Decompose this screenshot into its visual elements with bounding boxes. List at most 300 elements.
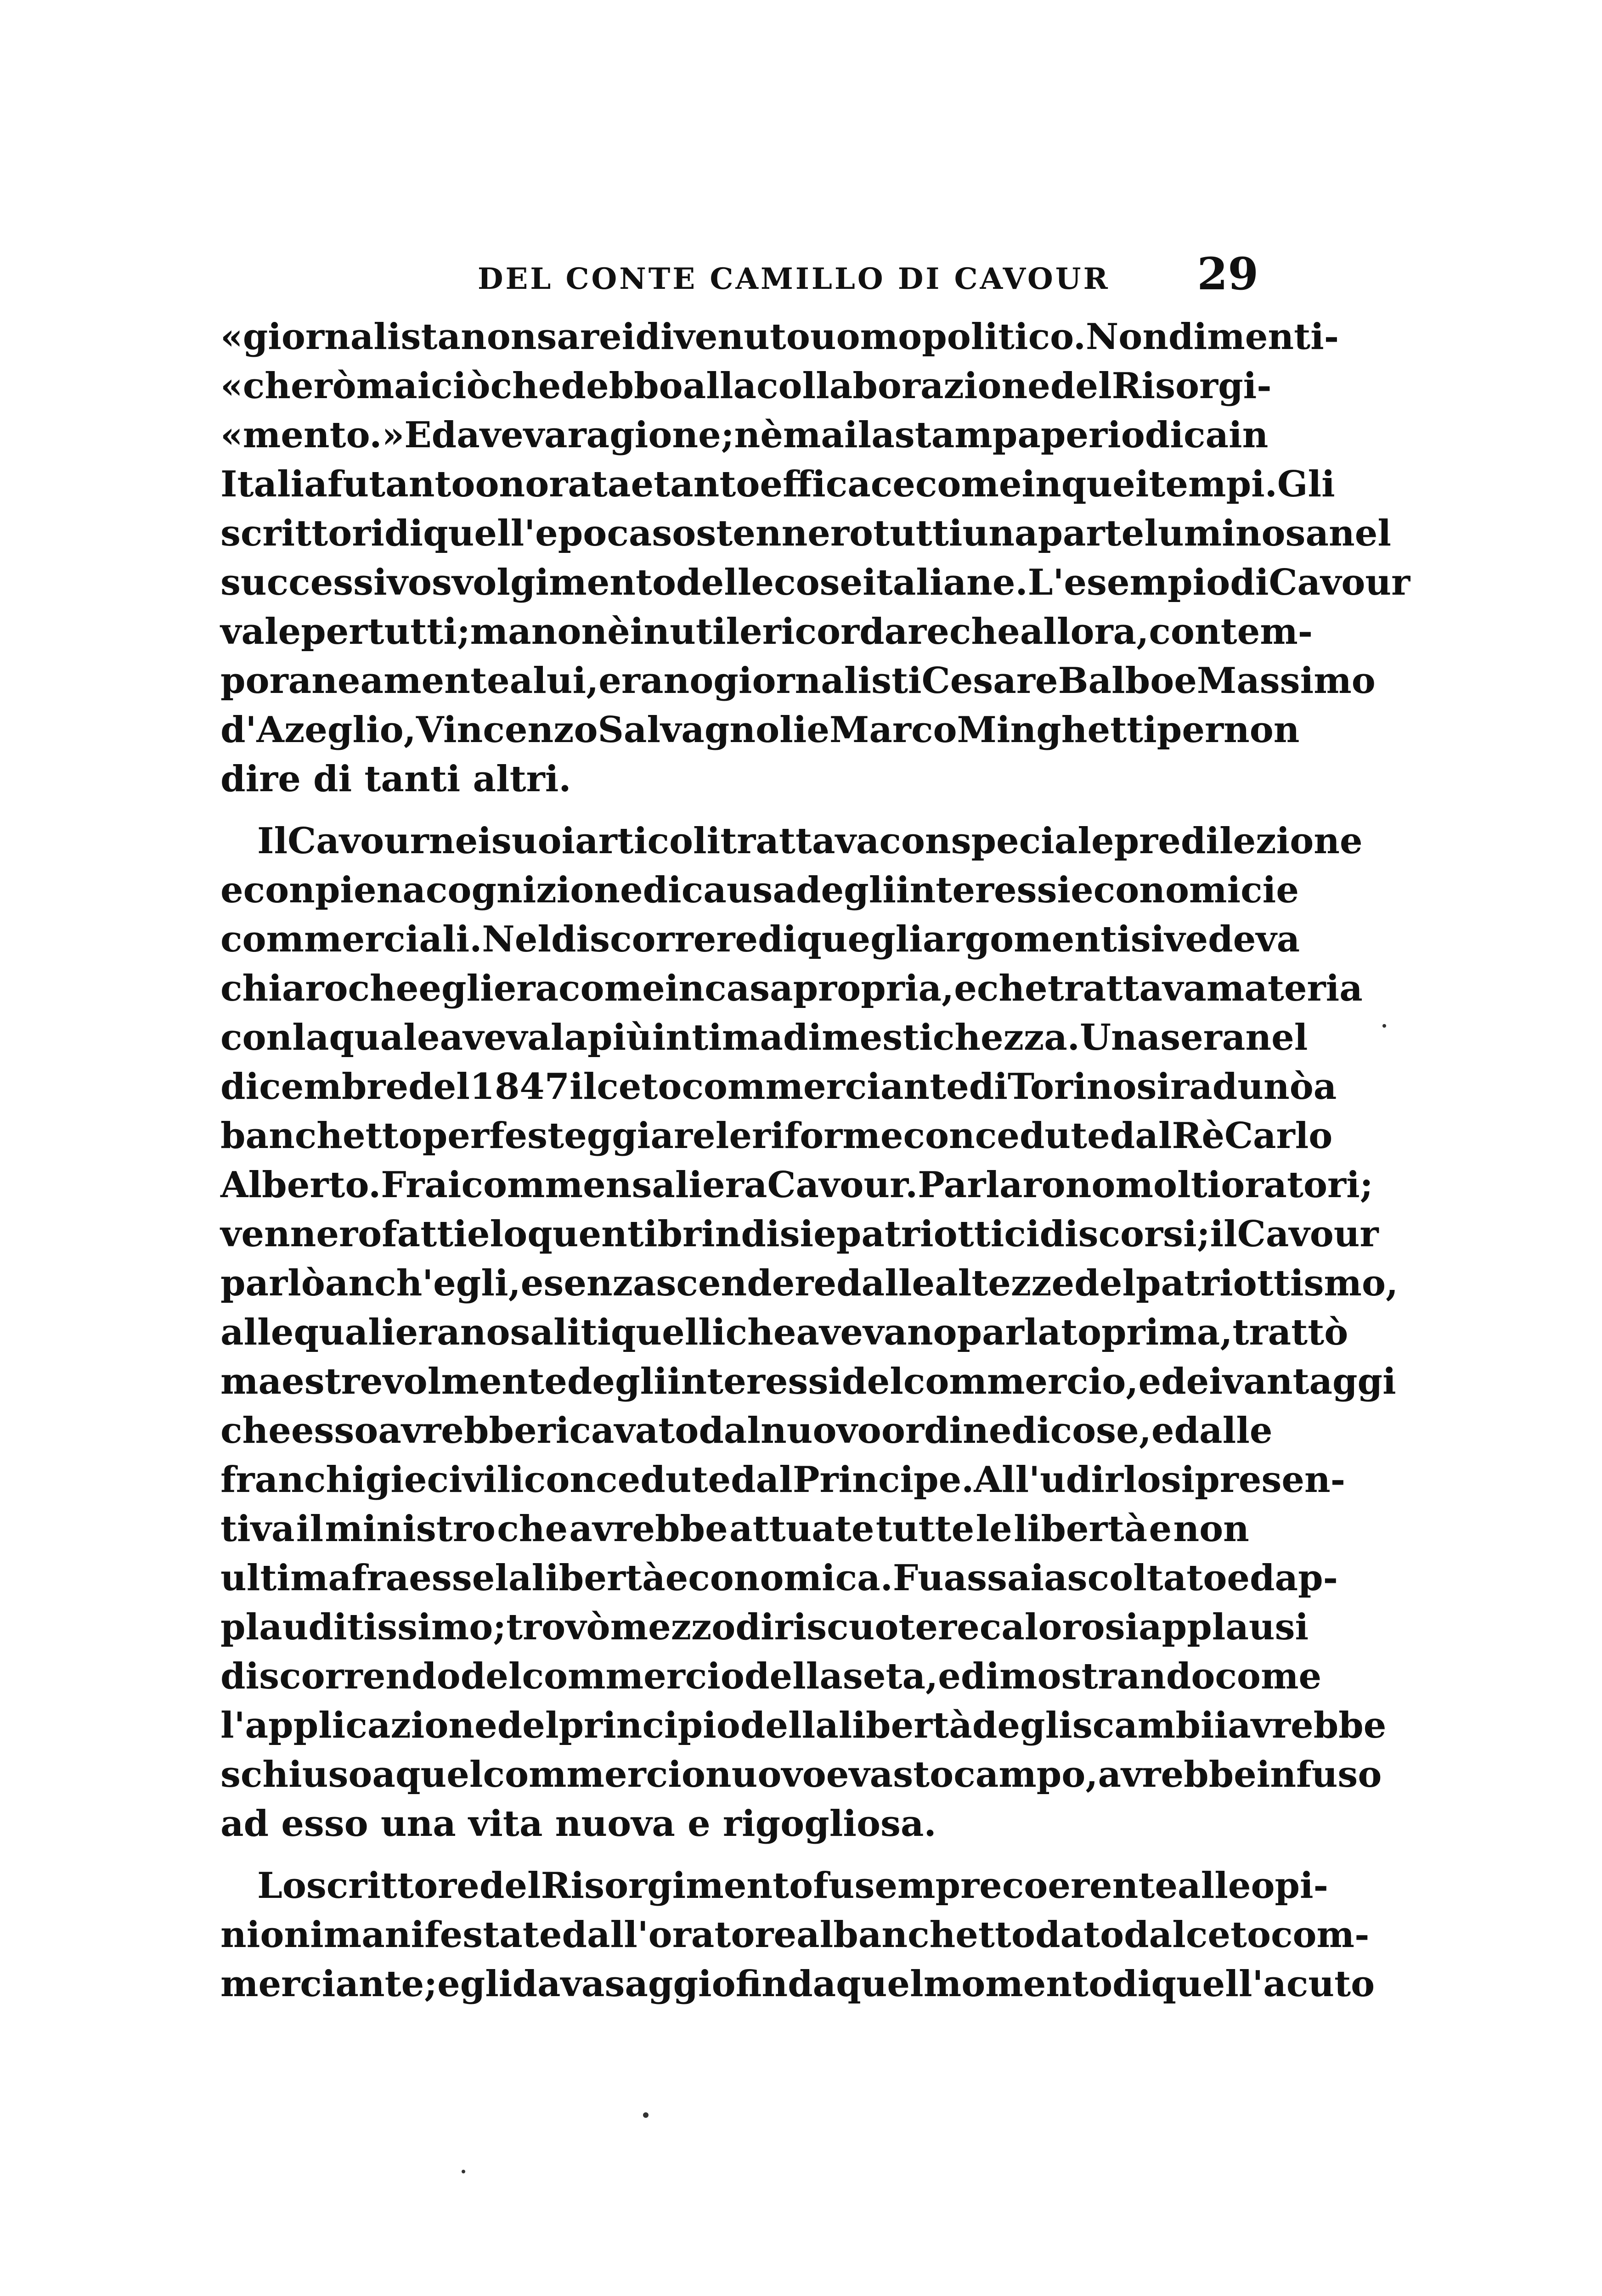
word: quel [836,1963,924,2005]
word: Balbo [1058,660,1174,702]
text-line [220,915,1300,964]
word: dimestichezza. [783,1017,1080,1058]
word: e [1138,1361,1162,1402]
word: degli [972,1705,1072,1746]
word: dal [1110,1115,1172,1157]
word: concedute [903,1115,1110,1157]
word: ricordare [762,611,949,653]
word: ministro [325,1508,496,1550]
word: quell'acuto [1151,1963,1375,2005]
word: materia [1206,968,1363,1009]
word: speciale [951,820,1114,862]
text-line [220,1603,1309,1652]
word: tanto [654,463,760,505]
word: come [1215,1655,1322,1697]
word: e [220,869,243,911]
word: del [842,1361,903,1402]
word: ultima [220,1557,352,1599]
word: libertà [1014,1508,1148,1550]
word: sostennero [652,512,874,554]
word: dato [1035,1914,1124,1956]
word: commercio [483,1754,705,1795]
word: e [1276,869,1299,911]
text-line [220,460,1335,509]
word: Cavour [288,820,429,862]
word: saggio [604,1963,736,2005]
word: di [1011,1410,1050,1452]
word: tiva [220,1508,295,1550]
word: vantaggi [1222,1361,1396,1402]
word: « [220,316,243,358]
text-line [220,866,1299,915]
word: con [879,820,951,862]
word: di [735,1606,774,1648]
text-line [220,1553,1338,1603]
word: come [915,463,1022,505]
word: alle [220,1311,294,1353]
word: Cavour [1269,562,1410,603]
text-line [220,1504,1249,1553]
word: ordine [881,1410,1012,1452]
word: di [384,512,423,554]
word: All'udirlo [974,1459,1161,1501]
word: esso [291,1410,378,1452]
word: calorosi [979,1606,1139,1648]
word: ed [1227,1557,1275,1599]
word: dal [699,1410,761,1452]
word: è [607,611,630,653]
word: chiaro [220,968,348,1009]
word: Parlarono [918,1164,1116,1206]
body-text [220,312,1410,2009]
word: fin [735,1963,788,2005]
text-line [220,1910,1370,1959]
word: in [1021,463,1061,505]
word: parlò [220,1262,325,1304]
word: fu [327,463,369,505]
text-line [220,1701,1387,1750]
word: vasto [849,1754,954,1795]
word: che [220,1410,291,1452]
word: efficace [760,463,915,505]
word: dei [1161,1361,1223,1402]
word: avrebbe [378,1410,537,1452]
word: che [348,968,419,1009]
word: cose, [1050,1410,1151,1452]
word: del [460,1655,522,1697]
word: patriottismo, [1135,1262,1399,1304]
word: nel [1245,1017,1308,1058]
word: le [715,1115,752,1157]
word: quel [395,1754,483,1795]
word: » [382,414,405,456]
word: egli [437,1963,513,2005]
word: i [447,1164,462,1206]
word: del [408,1066,470,1108]
scan-speck [643,2112,649,2118]
word: si [1161,1459,1195,1501]
word: e [826,1754,849,1795]
word: riforme [751,1115,903,1157]
text-line [220,558,1410,607]
word: egli [418,968,494,1009]
text-line [220,509,1391,558]
word: dal [1124,1914,1186,1956]
word: seta, [842,1655,938,1697]
word: articoli [575,820,721,862]
word: Marco [829,709,957,751]
word: Carlo [1224,1115,1333,1157]
word: e [813,1213,836,1255]
word: prima, [1101,1311,1233,1353]
page-number: 29 [1197,248,1258,300]
word: campo, [953,1754,1098,1795]
word: collaborazione [756,365,1050,407]
word: a [509,660,533,702]
word: con [243,869,315,911]
word: tutti; [367,611,470,653]
word: festeggiare [489,1115,716,1157]
text-line [220,361,1272,411]
word: Vincenzo [416,709,598,751]
word: mai [356,365,431,407]
word: cose [774,562,863,603]
word: periodica [1040,414,1229,456]
word: erano [598,660,714,702]
word: la [292,1017,329,1058]
word: dall'oratore [562,1914,797,1956]
word: che [976,968,1048,1009]
word: che [949,611,1020,653]
word: di [643,869,682,911]
word: era [702,1164,767,1206]
word: inutile [630,611,762,653]
word: e [631,463,654,505]
word: del [1074,1262,1136,1304]
text-line [220,1111,1333,1160]
word: al [796,1914,834,1956]
word: non [1224,709,1300,751]
word: ascoltato [1044,1557,1227,1599]
word: economica. [665,1557,893,1599]
word: uomo [810,316,922,358]
text-line [220,1259,1399,1308]
word: dicembre [220,1066,409,1108]
word: del [1050,365,1112,407]
word: di [758,918,797,960]
word: parlato [957,1311,1101,1353]
word: « [220,414,243,456]
word: Cavour [1237,1213,1379,1255]
word: trattava [720,820,880,862]
word: Rè [1172,1115,1224,1157]
word: infuso [1256,1754,1382,1795]
word: scrittori [220,512,384,554]
word: l'applicazione [220,1705,497,1746]
word: fu [813,1865,855,1907]
word: da [788,1963,836,2005]
word: scrittore [306,1865,479,1907]
word: piena [315,869,426,911]
word: la [857,414,895,456]
word: predilezione [1114,820,1363,862]
word: cognizione [425,869,643,911]
word: tanto [369,463,475,505]
word: mento. [243,414,382,456]
word: ciò [431,365,491,407]
word: si [1136,1066,1171,1108]
word: avevano [796,1311,957,1353]
word: scambii [1072,1705,1228,1746]
text-line [220,1406,1273,1455]
word: discorrendo [220,1655,461,1697]
word: il [1210,1213,1237,1255]
word: manifestate [323,1914,562,1956]
word: Gli [1277,463,1335,505]
word: del [497,1705,559,1746]
word: Cavour. [767,1164,918,1206]
word: nioni [220,1914,324,1956]
word: sempre [854,1865,1002,1907]
word: nè [734,414,783,456]
word: nuovo [761,1410,881,1452]
word: Italia [220,463,327,505]
word: alle [1178,1865,1251,1907]
word: alla [683,365,757,407]
word: interessi [667,1361,842,1402]
word: e [807,709,830,751]
word: ceto [597,1066,682,1108]
word: patriottici [836,1213,1040,1255]
word: discorsi; [1039,1213,1210,1255]
word: sarei [536,316,636,358]
word: contem- [1149,611,1313,653]
word: a [1313,1066,1337,1108]
word: ma [470,611,531,653]
word: presen- [1195,1459,1346,1501]
word: non [1173,1508,1249,1550]
word: dimostrando [960,1655,1215,1697]
word: scendere [656,1262,837,1304]
word: per [1156,709,1224,751]
word: vennero [220,1213,382,1255]
page-header [220,248,1258,298]
word: giornalisti [713,660,922,702]
word: applausi [1139,1606,1309,1648]
text-line [220,964,1363,1013]
word: di [1112,1963,1151,2005]
word: opi- [1251,1865,1329,1907]
word: fra [351,1557,409,1599]
word: e [938,1655,961,1697]
word: quegli [796,918,923,960]
word: e [954,968,977,1009]
word: Cesare [921,660,1058,702]
word: momento [923,1963,1113,2005]
scan-speck [1382,1024,1386,1028]
word: non [461,316,537,358]
text-line [220,1160,1373,1210]
word: Nel [482,918,551,960]
word: della [740,1705,839,1746]
word: non [531,611,608,653]
word: anch'egli, [325,1262,521,1304]
word: debbo [561,365,683,407]
text-line [220,1062,1337,1111]
word: Lo [257,1865,306,1907]
text-line [220,705,1300,754]
word: schiuso [220,1754,372,1795]
word: allora, [1020,611,1149,653]
text-line: ad esso una vita nuova e rigogliosa. [220,1803,936,1845]
word: libertà [531,1557,666,1599]
word: mezzo [610,1606,736,1648]
word: Ed [404,414,457,456]
word: commercio, [903,1361,1139,1402]
word: vale [220,611,301,653]
word: maestrevolmente [220,1361,567,1402]
word: luminosa [1144,512,1329,554]
word: dalle [836,1262,935,1304]
word: poraneamente [220,660,510,702]
word: della [744,1655,843,1697]
word: degli [567,1361,667,1402]
word: Fu [892,1557,944,1599]
word: aveva [440,1017,551,1058]
word: commercio [522,1655,745,1697]
word: senza [543,1262,656,1304]
word: come [558,968,665,1009]
text-line: dire di tanti altri. [220,758,571,800]
word: lui, [533,660,599,702]
word: d'Azeglio, [220,709,416,751]
word: avrebbe [569,1508,728,1550]
text-line [220,1308,1348,1357]
word: erano [395,1311,510,1353]
word: intima [652,1017,783,1058]
word: trattò [1232,1311,1348,1353]
word: a [372,1754,395,1795]
word: altezze [935,1262,1075,1304]
word: plauditissimo; [220,1606,507,1648]
word: con [220,1017,293,1058]
word: dal [731,1459,793,1501]
word: L'esempio [1027,562,1230,603]
word: dava [512,1963,605,2005]
word: propria, [793,968,954,1009]
word: franchigie [220,1459,427,1501]
word: la [550,1017,587,1058]
word: economici [1071,869,1276,911]
word: riscuotere [774,1606,980,1648]
scan-speck [462,2170,465,2173]
word: coerente [1002,1865,1178,1907]
word: 1847 [469,1066,570,1108]
word: di [1230,562,1269,603]
text-line [220,1959,1375,2009]
word: Torino [1007,1066,1137,1108]
word: molti [1115,1164,1221,1206]
word: e [1149,1508,1172,1550]
text-line [220,1861,1329,1910]
word: e [1151,1410,1174,1452]
word: dalle [1174,1410,1273,1452]
word: libertà [838,1705,972,1746]
text-line [220,816,1363,866]
word: si [1130,918,1165,960]
word: italiane. [863,562,1028,603]
text-line [220,1455,1346,1504]
word: era [493,968,559,1009]
word: Una [1079,1017,1161,1058]
text-line [220,1210,1379,1259]
word: più [587,1017,652,1058]
word: una [962,512,1038,554]
word: concedute [524,1459,731,1501]
word: eloquenti [467,1213,658,1255]
word: assai [943,1557,1044,1599]
word: Salvagnoli [598,709,807,751]
word: esse [409,1557,495,1599]
word: giornalista [243,316,461,358]
word: Fra [381,1164,448,1206]
paragraph-2 [220,816,1399,1848]
word: la [495,1557,532,1599]
word: Non [1086,316,1169,358]
word: che [490,365,561,407]
word: attuate [729,1508,874,1550]
paragraph-1 [220,312,1410,804]
word: cherò [243,365,356,407]
word: merciante; [220,1963,438,2005]
word: tutte [875,1508,975,1550]
word: degli [795,869,896,911]
word: in [665,968,705,1009]
word: Principe. [792,1459,974,1501]
text-line [220,656,1376,705]
word: Massimo [1196,660,1376,702]
word: il [569,1066,597,1108]
word: avrebbe [1098,1754,1257,1795]
word: e [520,1262,544,1304]
word: di [969,1066,1008,1108]
word: quell'epoca [423,512,652,554]
word: discorrere [551,918,758,960]
word: per [422,1115,489,1157]
word: « [220,365,243,407]
word: quei [1061,463,1149,505]
word: quali [293,1311,395,1353]
word: quale [329,1017,440,1058]
word: banchetto [833,1914,1035,1956]
word: avrebbe [1228,1705,1387,1746]
word: trattava [1047,968,1207,1009]
word: quelli [610,1311,726,1353]
text-line [220,411,1269,460]
word: radunò [1170,1066,1314,1108]
word: Il [257,820,288,862]
word: per [301,611,368,653]
word: argomenti [922,918,1131,960]
word: ceto [1185,1914,1271,1956]
word: trovò [506,1606,610,1648]
word: ricavato [536,1410,699,1452]
word: che [497,1508,568,1550]
word: commerciali. [220,918,482,960]
word: casa [705,968,793,1009]
word: nuovo [705,1754,826,1795]
word: ap- [1275,1557,1338,1599]
